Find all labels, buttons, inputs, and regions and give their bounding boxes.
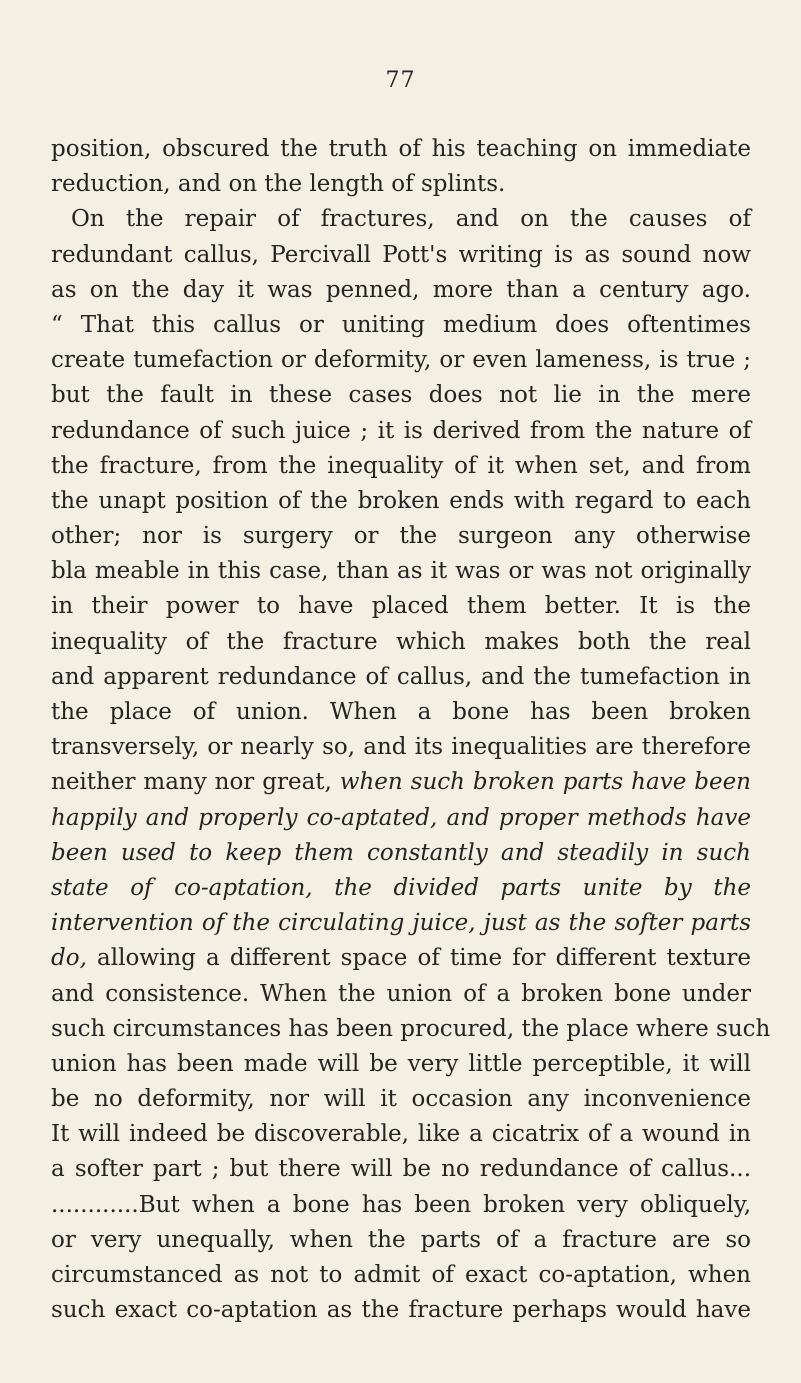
text-segment: in their power to have placed them better. It is the <box>51 593 751 620</box>
text-segment: other; nor is surgery or the surgeon any otherwise <box>51 523 751 550</box>
text-line <box>51 519 751 554</box>
text-segment: create tumefaction or deformity, or even lameness, is true ; <box>51 347 751 374</box>
text-line <box>51 308 751 343</box>
text-line <box>51 836 751 871</box>
italic-text-segment: when such broken parts have been <box>339 769 751 796</box>
text-line <box>51 202 751 237</box>
body-text <box>51 132 771 1328</box>
italic-text-segment: been used to keep them constantly and steadily in such <box>51 839 751 866</box>
text-line <box>51 1258 751 1293</box>
text-line <box>51 132 751 167</box>
text-segment: union has been made will be very little perceptible, it will <box>51 1050 751 1077</box>
text-segment: bla meable in this case, than as it was or was not originally <box>51 558 751 585</box>
text-segment: but the fault in these cases does not lie in the mere <box>51 382 751 409</box>
text-line <box>51 977 751 1012</box>
text-segment: “ That this callus or uniting medium does oftentimes <box>51 311 751 338</box>
text-line <box>51 167 751 202</box>
italic-text-segment: state of co-aptation, the divided parts unite by the <box>51 874 751 901</box>
text-line <box>51 1012 771 1047</box>
text-line <box>51 1188 751 1223</box>
text-line <box>51 730 751 765</box>
text-line <box>51 941 751 976</box>
text-line <box>51 801 751 836</box>
text-line <box>51 378 751 413</box>
text-line <box>51 1152 751 1187</box>
text-line <box>51 906 751 941</box>
italic-text-segment: happily and properly co-aptated, and proper methods have <box>51 804 751 831</box>
text-line <box>51 1082 751 1117</box>
text-segment: inequality of the fracture which makes both the real <box>51 628 751 655</box>
text-segment: reduction, and on the length of splints. <box>51 171 506 198</box>
text-line <box>51 414 751 449</box>
text-segment: ............But when a bone has been broken very obliquely, <box>51 1191 751 1218</box>
text-line <box>51 273 751 308</box>
text-line <box>51 238 751 273</box>
text-segment: the place of union. When a bone has been broken <box>51 699 751 725</box>
text-line <box>51 660 751 695</box>
text-segment: and consistence. When the union of a broken bone under <box>51 980 751 1007</box>
text-line <box>51 1223 751 1258</box>
italic-text-segment: do, <box>51 945 87 972</box>
text-segment: position, obscured the truth of his teaching on immediate <box>51 136 751 162</box>
text-segment: redundance of such juice ; it is derived from the nature of <box>51 417 751 444</box>
text-line <box>51 343 751 378</box>
text-line <box>51 765 751 800</box>
text-segment: as on the day it was penned, more than a century ago. <box>51 276 751 303</box>
text-line <box>51 554 751 589</box>
text-line <box>51 1047 751 1082</box>
text-segment: circumstanced as not to admit of exact co-aptation, when <box>51 1262 751 1288</box>
page-number: 77 <box>385 68 416 93</box>
text-line <box>51 625 751 660</box>
text-segment: and apparent redundance of callus, and the tumefaction in <box>51 663 751 690</box>
text-segment: It will indeed be discoverable, like a cicatrix of a wound in <box>51 1121 751 1148</box>
text-line <box>51 1293 751 1328</box>
text-segment: transversely, or nearly so, and its inequalities are therefore <box>51 734 751 761</box>
italic-text-segment: intervention of the circulating juice, just as the softer parts <box>51 910 751 937</box>
text-segment: the fracture, from the inequality of it when set, and from <box>51 452 751 479</box>
text-segment: neither many nor great, <box>51 769 340 796</box>
text-segment: be no deformity, nor will it occasion any inconvenience <box>51 1086 751 1113</box>
text-segment: such circumstances has been procured, the place where such <box>51 1015 771 1042</box>
text-segment: On the repair of fractures, and on the causes of <box>71 206 751 233</box>
text-line <box>51 871 751 906</box>
text-segment: allowing a different space of time for different texture <box>86 945 751 972</box>
text-line <box>51 449 751 484</box>
text-segment: such exact co-aptation as the fracture perhaps would have <box>51 1297 751 1324</box>
text-segment: the unapt position of the broken ends with regard to each <box>51 487 751 514</box>
text-segment: a softer part ; but there will be no redundance of callus... <box>51 1156 751 1183</box>
text-segment: or very unequally, when the parts of a fracture are so <box>51 1226 751 1253</box>
text-line <box>51 589 751 624</box>
text-line <box>51 695 751 730</box>
text-segment: redundant callus, Percivall Pott's writing is as sound now <box>51 241 751 268</box>
text-line <box>51 484 751 519</box>
text-line <box>51 1117 751 1152</box>
